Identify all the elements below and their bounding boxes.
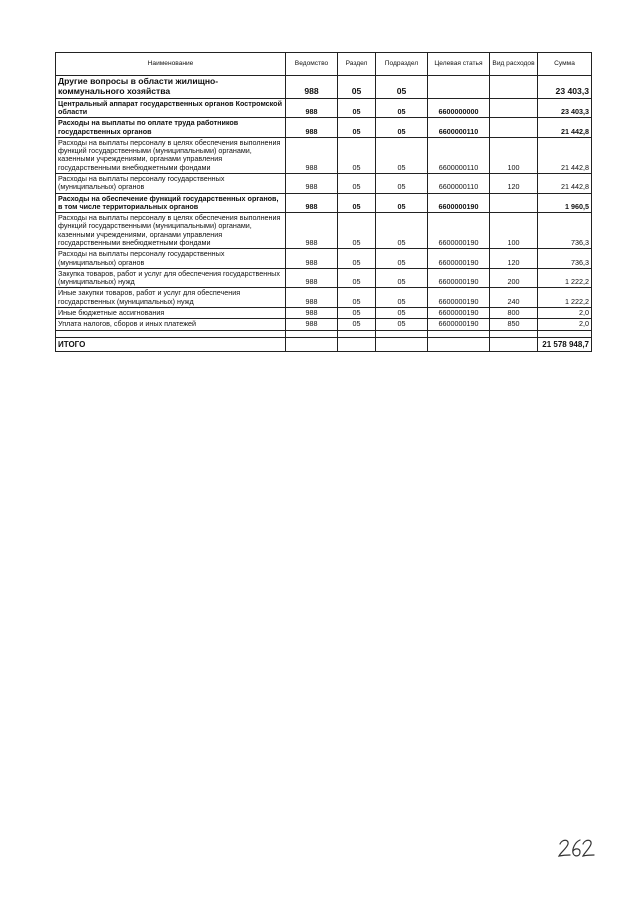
empty-cell [490, 337, 538, 351]
table-row [56, 137, 592, 173]
cell-target-article: 6600000190 [428, 307, 490, 318]
cell-department: 988 [286, 76, 338, 99]
cell-expense-type: 240 [490, 288, 538, 308]
cell-name: Расходы на обеспечение функций государственных органов, в том числе территориальных органов [56, 193, 286, 213]
cell-section: 05 [338, 249, 376, 269]
cell-sum: 1 960,5 [538, 193, 592, 213]
cell-department: 988 [286, 319, 338, 330]
cell-name: Уплата налогов, сборов и иных платежей [56, 319, 286, 330]
table-body [56, 76, 592, 352]
table-row [56, 288, 592, 308]
cell-department: 988 [286, 268, 338, 288]
col-header-department: Ведомство [286, 53, 338, 76]
cell-name: Иные закупки товаров, работ и услуг для обеспечения государственных (муниципальных) нужд [56, 288, 286, 308]
cell-section: 05 [338, 307, 376, 318]
cell-subsection: 05 [376, 174, 428, 194]
cell-subsection: 05 [376, 137, 428, 173]
empty-cell [490, 330, 538, 337]
cell-sum: 736,3 [538, 213, 592, 249]
table-row [56, 193, 592, 213]
col-header-expense-type: Вид расходов [490, 53, 538, 76]
cell-sum: 1 222,2 [538, 288, 592, 308]
cell-name: Центральный аппарат государственных органов Костромской области [56, 98, 286, 118]
cell-subsection: 05 [376, 193, 428, 213]
cell-target-article: 6600000190 [428, 288, 490, 308]
cell-expense-type: 120 [490, 249, 538, 269]
total-label: ИТОГО [56, 337, 286, 351]
table-row [56, 76, 592, 99]
cell-sum: 21 442,8 [538, 137, 592, 173]
cell-name: Расходы на выплаты по оплате труда работников государственных органов [56, 118, 286, 138]
table-header-row [56, 53, 592, 76]
cell-department: 988 [286, 174, 338, 194]
table-row [56, 174, 592, 194]
table-row [56, 319, 592, 330]
empty-cell [56, 330, 286, 337]
col-header-subsection: Подраздел [376, 53, 428, 76]
cell-section: 05 [338, 213, 376, 249]
cell-section: 05 [338, 268, 376, 288]
cell-name: Иные бюджетные ассигнования [56, 307, 286, 318]
empty-cell [376, 337, 428, 351]
cell-sum: 736,3 [538, 249, 592, 269]
table-row [56, 307, 592, 318]
spacer-row [56, 330, 592, 337]
cell-target-article: 6600000190 [428, 249, 490, 269]
total-row [56, 337, 592, 351]
cell-section: 05 [338, 137, 376, 173]
cell-department: 988 [286, 249, 338, 269]
cell-name: Расходы на выплаты персоналу государственных (муниципальных) органов [56, 174, 286, 194]
budget-table [55, 52, 592, 352]
cell-subsection: 05 [376, 319, 428, 330]
cell-subsection: 05 [376, 268, 428, 288]
empty-cell [338, 330, 376, 337]
cell-sum: 21 442,8 [538, 118, 592, 138]
cell-expense-type: 850 [490, 319, 538, 330]
cell-subsection: 05 [376, 213, 428, 249]
cell-expense-type: 100 [490, 137, 538, 173]
cell-target-article: 6600000110 [428, 118, 490, 138]
cell-target-article: 6600000110 [428, 174, 490, 194]
empty-cell [428, 337, 490, 351]
cell-department: 988 [286, 213, 338, 249]
total-sum: 21 578 948,7 [538, 337, 592, 351]
empty-cell [286, 337, 338, 351]
cell-expense-type [490, 193, 538, 213]
cell-sum: 2,0 [538, 307, 592, 318]
cell-section: 05 [338, 76, 376, 99]
cell-subsection: 05 [376, 249, 428, 269]
cell-department: 988 [286, 288, 338, 308]
cell-expense-type [490, 76, 538, 99]
cell-section: 05 [338, 174, 376, 194]
cell-section: 05 [338, 98, 376, 118]
col-header-sum: Сумма [538, 53, 592, 76]
cell-name: Расходы на выплаты персоналу государственных (муниципальных) органов [56, 249, 286, 269]
cell-name: Другие вопросы в области жилищно-коммунального хозяйства [56, 76, 286, 99]
cell-department: 988 [286, 98, 338, 118]
cell-sum: 1 222,2 [538, 268, 592, 288]
cell-sum: 21 442,8 [538, 174, 592, 194]
cell-department: 988 [286, 307, 338, 318]
cell-section: 05 [338, 288, 376, 308]
cell-sum: 23 403,3 [538, 98, 592, 118]
cell-subsection: 05 [376, 288, 428, 308]
table-row [56, 98, 592, 118]
cell-expense-type: 200 [490, 268, 538, 288]
table-row [56, 213, 592, 249]
cell-name: Расходы на выплаты персоналу в целях обеспечения выполнения функций государственными (муниципальными) органами, казенными учреждениями, органами управления государственными внебюджетными фондами [56, 213, 286, 249]
cell-expense-type: 100 [490, 213, 538, 249]
cell-section: 05 [338, 118, 376, 138]
cell-target-article: 6600000190 [428, 193, 490, 213]
cell-expense-type: 120 [490, 174, 538, 194]
cell-expense-type: 800 [490, 307, 538, 318]
cell-section: 05 [338, 319, 376, 330]
cell-target-article: 6600000000 [428, 98, 490, 118]
cell-sum: 2,0 [538, 319, 592, 330]
empty-cell [338, 337, 376, 351]
empty-cell [428, 330, 490, 337]
table-row [56, 268, 592, 288]
empty-cell [538, 330, 592, 337]
cell-subsection: 05 [376, 76, 428, 99]
cell-name: Закупка товаров, работ и услуг для обеспечения государственных (муниципальных) нужд [56, 268, 286, 288]
empty-cell [376, 330, 428, 337]
table-row [56, 249, 592, 269]
cell-section: 05 [338, 193, 376, 213]
table-row [56, 118, 592, 138]
cell-target-article: 6600000190 [428, 319, 490, 330]
cell-target-article [428, 76, 490, 99]
cell-department: 988 [286, 137, 338, 173]
cell-sum: 23 403,3 [538, 76, 592, 99]
cell-target-article: 6600000110 [428, 137, 490, 173]
col-header-name: Наименование [56, 53, 286, 76]
cell-expense-type [490, 118, 538, 138]
cell-name: Расходы на выплаты персоналу в целях обеспечения выполнения функций государственными (муниципальными) органами, казенными учреждениями, органами управления государственными внебюджетными фондами [56, 137, 286, 173]
cell-subsection: 05 [376, 98, 428, 118]
handwritten-page-number-mark [556, 836, 596, 860]
cell-department: 988 [286, 118, 338, 138]
cell-subsection: 05 [376, 118, 428, 138]
cell-target-article: 6600000190 [428, 268, 490, 288]
cell-expense-type [490, 98, 538, 118]
cell-department: 988 [286, 193, 338, 213]
col-header-section: Раздел [338, 53, 376, 76]
cell-subsection: 05 [376, 307, 428, 318]
empty-cell [286, 330, 338, 337]
col-header-target-article: Целевая статья [428, 53, 490, 76]
cell-target-article: 6600000190 [428, 213, 490, 249]
